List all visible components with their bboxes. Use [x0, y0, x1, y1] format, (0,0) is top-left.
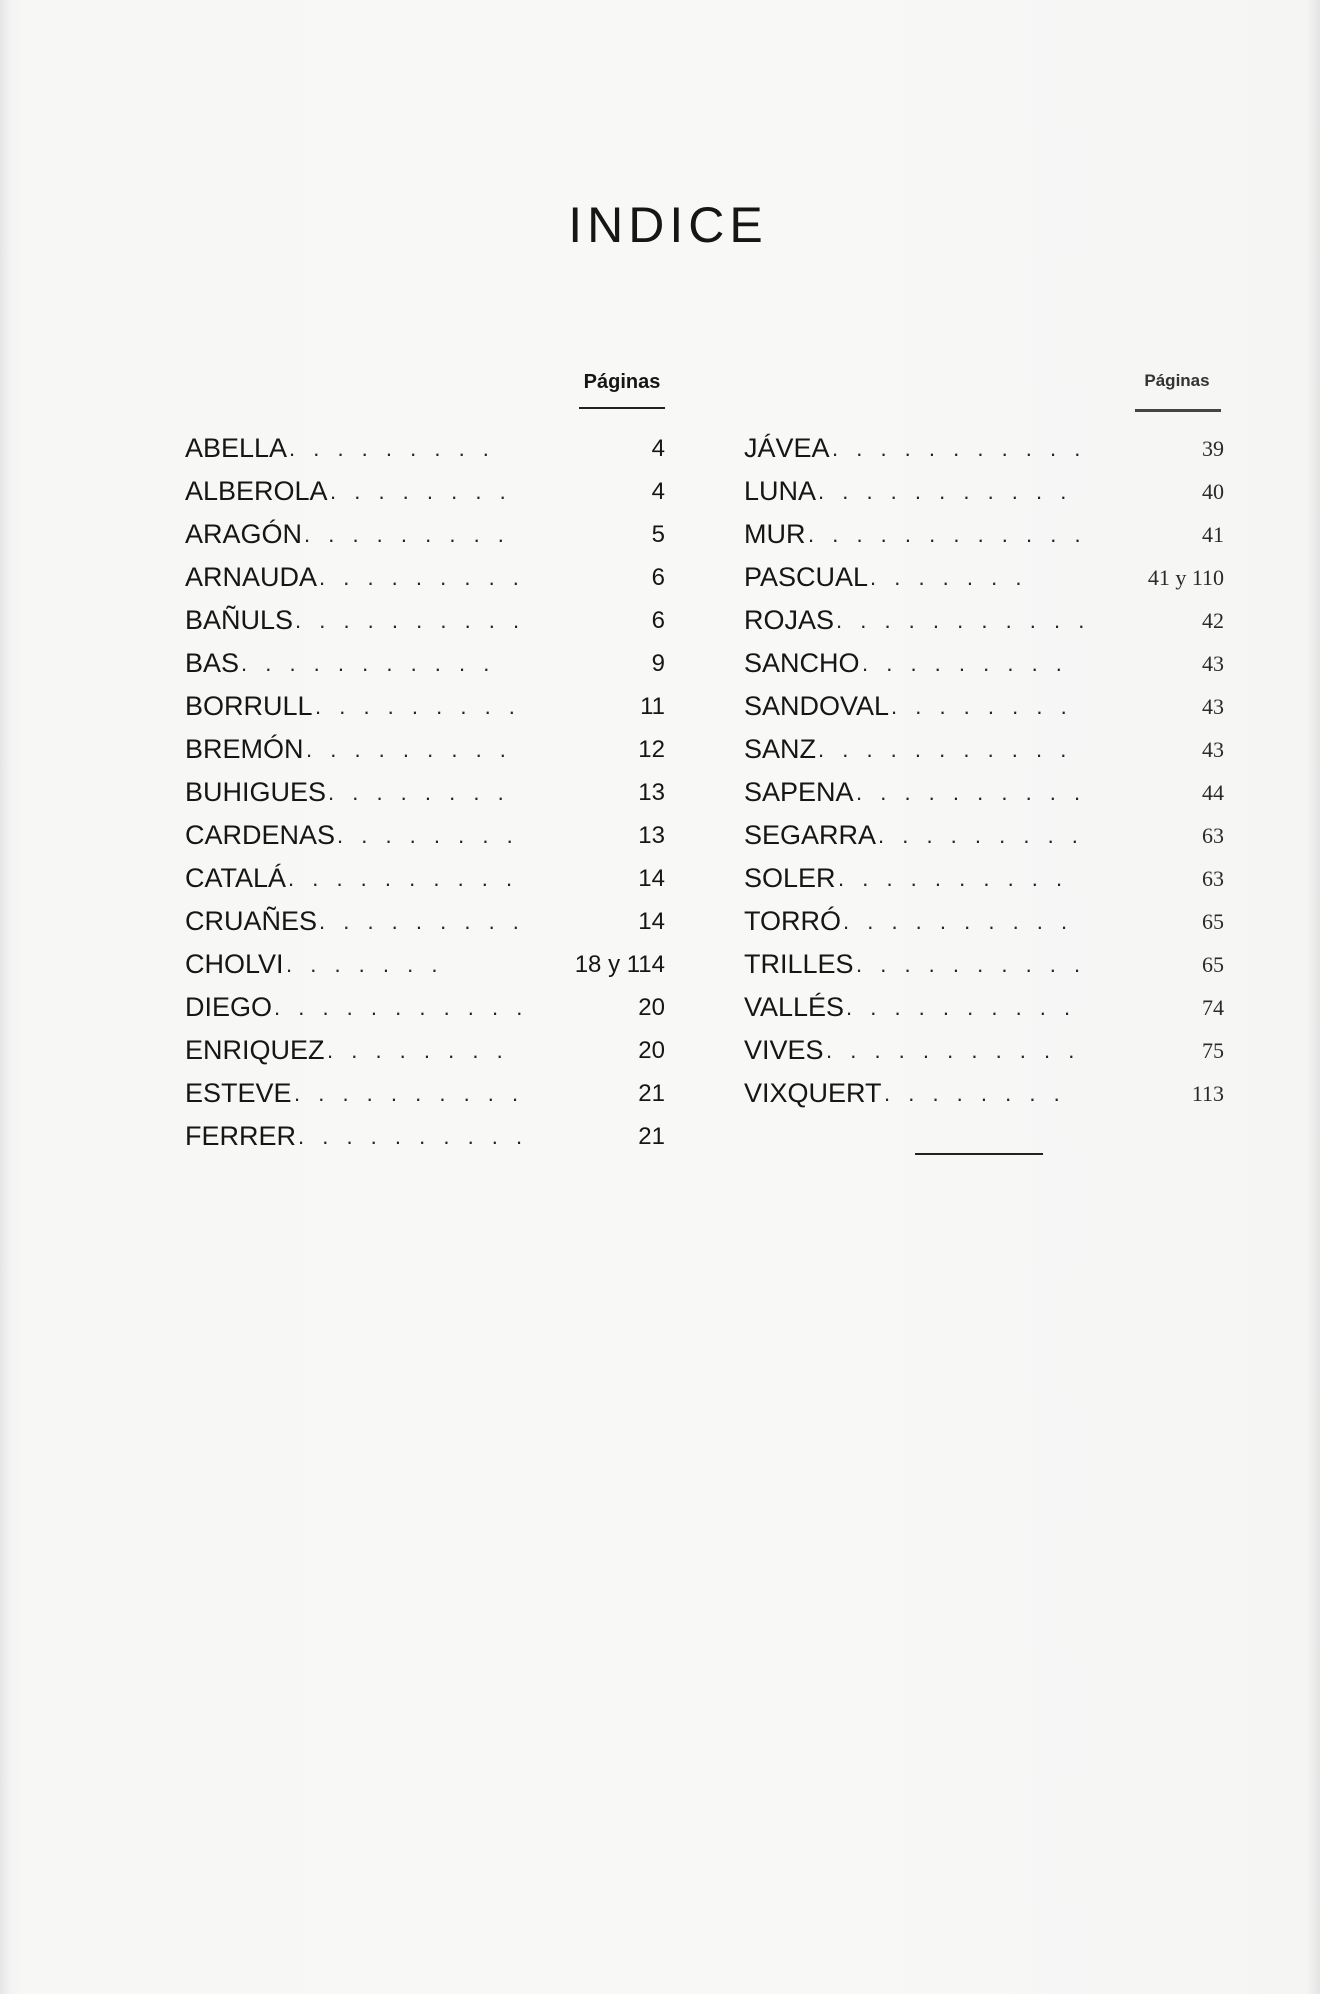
page-edge-shadow [1306, 0, 1320, 1994]
entry-name: TORRÓ [744, 906, 842, 936]
entry-name: SANZ [744, 734, 817, 764]
entry-page-number: 14 [638, 865, 665, 892]
entry-leader-dots: . . . . . . . . . [304, 522, 510, 547]
entry-page-number: 40 [1202, 479, 1224, 504]
index-entry [744, 599, 1224, 642]
entry-leader-dots: . . . . . . . . . . [294, 1081, 525, 1106]
entry-page-number: 14 [638, 908, 665, 935]
entry-leader-dots: . . . . . . . . [328, 780, 510, 805]
entry-page-number: 63 [1202, 866, 1224, 891]
entry-page-number: 65 [1202, 952, 1224, 977]
entry-name: BORRULL [185, 691, 313, 721]
entry-name: BUHIGUES [185, 777, 327, 807]
entry-page-number: 4 [651, 435, 665, 462]
entry-leader-dots: . . . . . . . . . . [856, 952, 1087, 977]
entry-name: CHOLVI [185, 949, 284, 979]
index-entry [185, 771, 665, 814]
index-entry [185, 814, 665, 857]
entry-page-number: 43 [1202, 737, 1224, 762]
entry-leader-dots: . . . . . . . . . . . [836, 608, 1091, 633]
entry-leader-dots: . . . . . . . . . . [298, 1124, 529, 1149]
entry-name: SOLER [744, 863, 836, 893]
index-entry [185, 556, 665, 599]
entry-leader-dots: . . . . . . . . . . [838, 866, 1069, 891]
entry-page-number: 75 [1202, 1038, 1224, 1063]
entry-page-number: 43 [1202, 651, 1224, 676]
entry-page-number: 113 [1191, 1081, 1224, 1106]
entry-page-number: 20 [638, 1037, 665, 1064]
entry-name: ESTEVE [185, 1078, 292, 1108]
entry-name: CARDENAS [185, 820, 336, 850]
entry-name: CATALÁ [185, 863, 287, 893]
entry-name: ALBEROLA [185, 476, 328, 506]
entry-name: SANCHO [744, 648, 860, 678]
entry-page-number: 6 [651, 607, 665, 634]
index-entry [744, 427, 1224, 470]
entry-page-number: 18 y 114 [574, 951, 665, 978]
entry-page-number: 6 [651, 564, 665, 591]
column-header-pages: Páginas [1144, 371, 1210, 390]
entry-leader-dots: . . . . . . . . . [319, 565, 525, 590]
page-title: INDICE [568, 197, 768, 253]
entry-leader-dots: . . . . . . . . [884, 1081, 1066, 1106]
entry-page-number: 12 [638, 736, 665, 763]
index-entry [744, 857, 1224, 900]
entry-name: BREMÓN [185, 734, 304, 764]
index-entry [185, 857, 665, 900]
entry-page-number: 39 [1202, 436, 1224, 461]
column-header-rule [579, 407, 665, 409]
entry-name: SAPENA [744, 777, 854, 807]
index-entry [185, 1072, 665, 1115]
entry-page-number: 43 [1202, 694, 1224, 719]
entry-leader-dots: . . . . . . . . . . [295, 608, 526, 633]
entry-leader-dots: . . . . . . . . . [289, 436, 495, 461]
index-entry [185, 427, 665, 470]
entry-name: DIEGO [185, 992, 273, 1022]
entry-leader-dots: . . . . . . . . . . . [818, 737, 1073, 762]
entry-page-number: 13 [638, 779, 665, 806]
index-entry [744, 642, 1224, 685]
entry-page-number: 44 [1202, 780, 1224, 805]
entry-name: FERRER [185, 1121, 297, 1151]
entry-leader-dots: . . . . . . . . . . . [826, 1038, 1081, 1063]
entry-page-number: 41 [1202, 522, 1224, 547]
entry-leader-dots: . . . . . . . [870, 565, 1028, 590]
index-entry [185, 986, 665, 1029]
entry-leader-dots: . . . . . . . . . . . [274, 995, 529, 1020]
index-entry [185, 1115, 665, 1158]
entry-name: BAS [185, 648, 240, 678]
entry-name: SEGARRA [744, 820, 877, 850]
end-rule [915, 1153, 1043, 1155]
entry-leader-dots: . . . . . . . . . [319, 909, 525, 934]
index-entry [185, 642, 665, 685]
entry-leader-dots: . . . . . . . . . [862, 651, 1068, 676]
entry-page-number: 21 [638, 1080, 665, 1107]
entry-name: CRUAÑES [185, 906, 318, 936]
index-entry [744, 900, 1224, 943]
column-header-pages: Páginas [583, 371, 661, 393]
index-entry [185, 900, 665, 943]
entry-leader-dots: . . . . . . . . [337, 823, 519, 848]
entry-name: VIVES [744, 1035, 824, 1065]
index-entry [744, 986, 1224, 1029]
entry-name: VIXQUERT [744, 1078, 882, 1108]
entry-name: BAÑULS [185, 605, 294, 635]
entry-leader-dots: . . . . . . . . . . . [832, 436, 1087, 461]
entry-page-number: 65 [1202, 909, 1224, 934]
entry-leader-dots: . . . . . . . . . . [288, 866, 519, 891]
entry-page-number: 20 [638, 994, 665, 1021]
entry-name: MUR [744, 519, 806, 549]
index-entry [744, 943, 1224, 986]
entry-name: VALLÉS [744, 992, 845, 1022]
entry-name: LUNA [744, 476, 817, 506]
index-entry [744, 685, 1224, 728]
entry-leader-dots: . . . . . . . . . . . . [808, 522, 1087, 547]
index-list-right [744, 427, 1224, 1115]
entry-page-number: 63 [1202, 823, 1224, 848]
entry-name: ARAGÓN [185, 519, 303, 549]
index-entry [185, 943, 665, 986]
index-entry [744, 1029, 1224, 1072]
entry-page-number: 9 [651, 650, 665, 677]
entry-leader-dots: . . . . . . . . . . [846, 995, 1077, 1020]
entry-name: JÁVEA [744, 433, 830, 463]
entry-leader-dots: . . . . . . . [286, 952, 444, 977]
entry-leader-dots: . . . . . . . . . . [856, 780, 1087, 805]
entry-name: TRILLES [744, 949, 854, 979]
index-entry [744, 771, 1224, 814]
entry-leader-dots: . . . . . . . . [891, 694, 1073, 719]
index-entry [185, 599, 665, 642]
entry-leader-dots: . . . . . . . . . [306, 737, 512, 762]
index-entry [744, 814, 1224, 857]
index-entry [744, 513, 1224, 556]
entry-leader-dots: . . . . . . . . [327, 1038, 509, 1063]
index-entry [185, 470, 665, 513]
entry-name: ROJAS [744, 605, 835, 635]
entry-name: PASCUAL [744, 562, 869, 592]
column-header-rule [1135, 409, 1221, 412]
entry-name: ABELLA [185, 433, 288, 463]
index-entry [744, 470, 1224, 513]
entry-leader-dots: . . . . . . . . . . . [818, 479, 1073, 504]
entry-page-number: 41 y 110 [1147, 565, 1224, 590]
entry-leader-dots: . . . . . . . . . . [843, 909, 1074, 934]
entry-page-number: 5 [651, 521, 665, 548]
entry-name: ARNAUDA [185, 562, 318, 592]
entry-name: SANDOVAL [744, 691, 890, 721]
entry-leader-dots: . . . . . . . . . [315, 694, 521, 719]
index-entry [744, 728, 1224, 771]
index-entry [185, 728, 665, 771]
entry-leader-dots: . . . . . . . . . [878, 823, 1084, 848]
entry-page-number: 42 [1202, 608, 1224, 633]
entry-leader-dots: . . . . . . . . . . . [241, 651, 496, 676]
entry-name: ENRIQUEZ [185, 1035, 325, 1065]
index-entry [185, 513, 665, 556]
index-entry [744, 556, 1224, 599]
index-list-left [185, 427, 665, 1158]
entry-page-number: 74 [1202, 995, 1224, 1020]
index-entry [185, 685, 665, 728]
entry-leader-dots: . . . . . . . . [330, 479, 512, 504]
index-entry [744, 1072, 1224, 1115]
index-entry [185, 1029, 665, 1072]
entry-page-number: 4 [651, 478, 665, 505]
entry-page-number: 21 [638, 1123, 665, 1150]
entry-page-number: 11 [640, 693, 665, 720]
entry-page-number: 13 [638, 822, 665, 849]
